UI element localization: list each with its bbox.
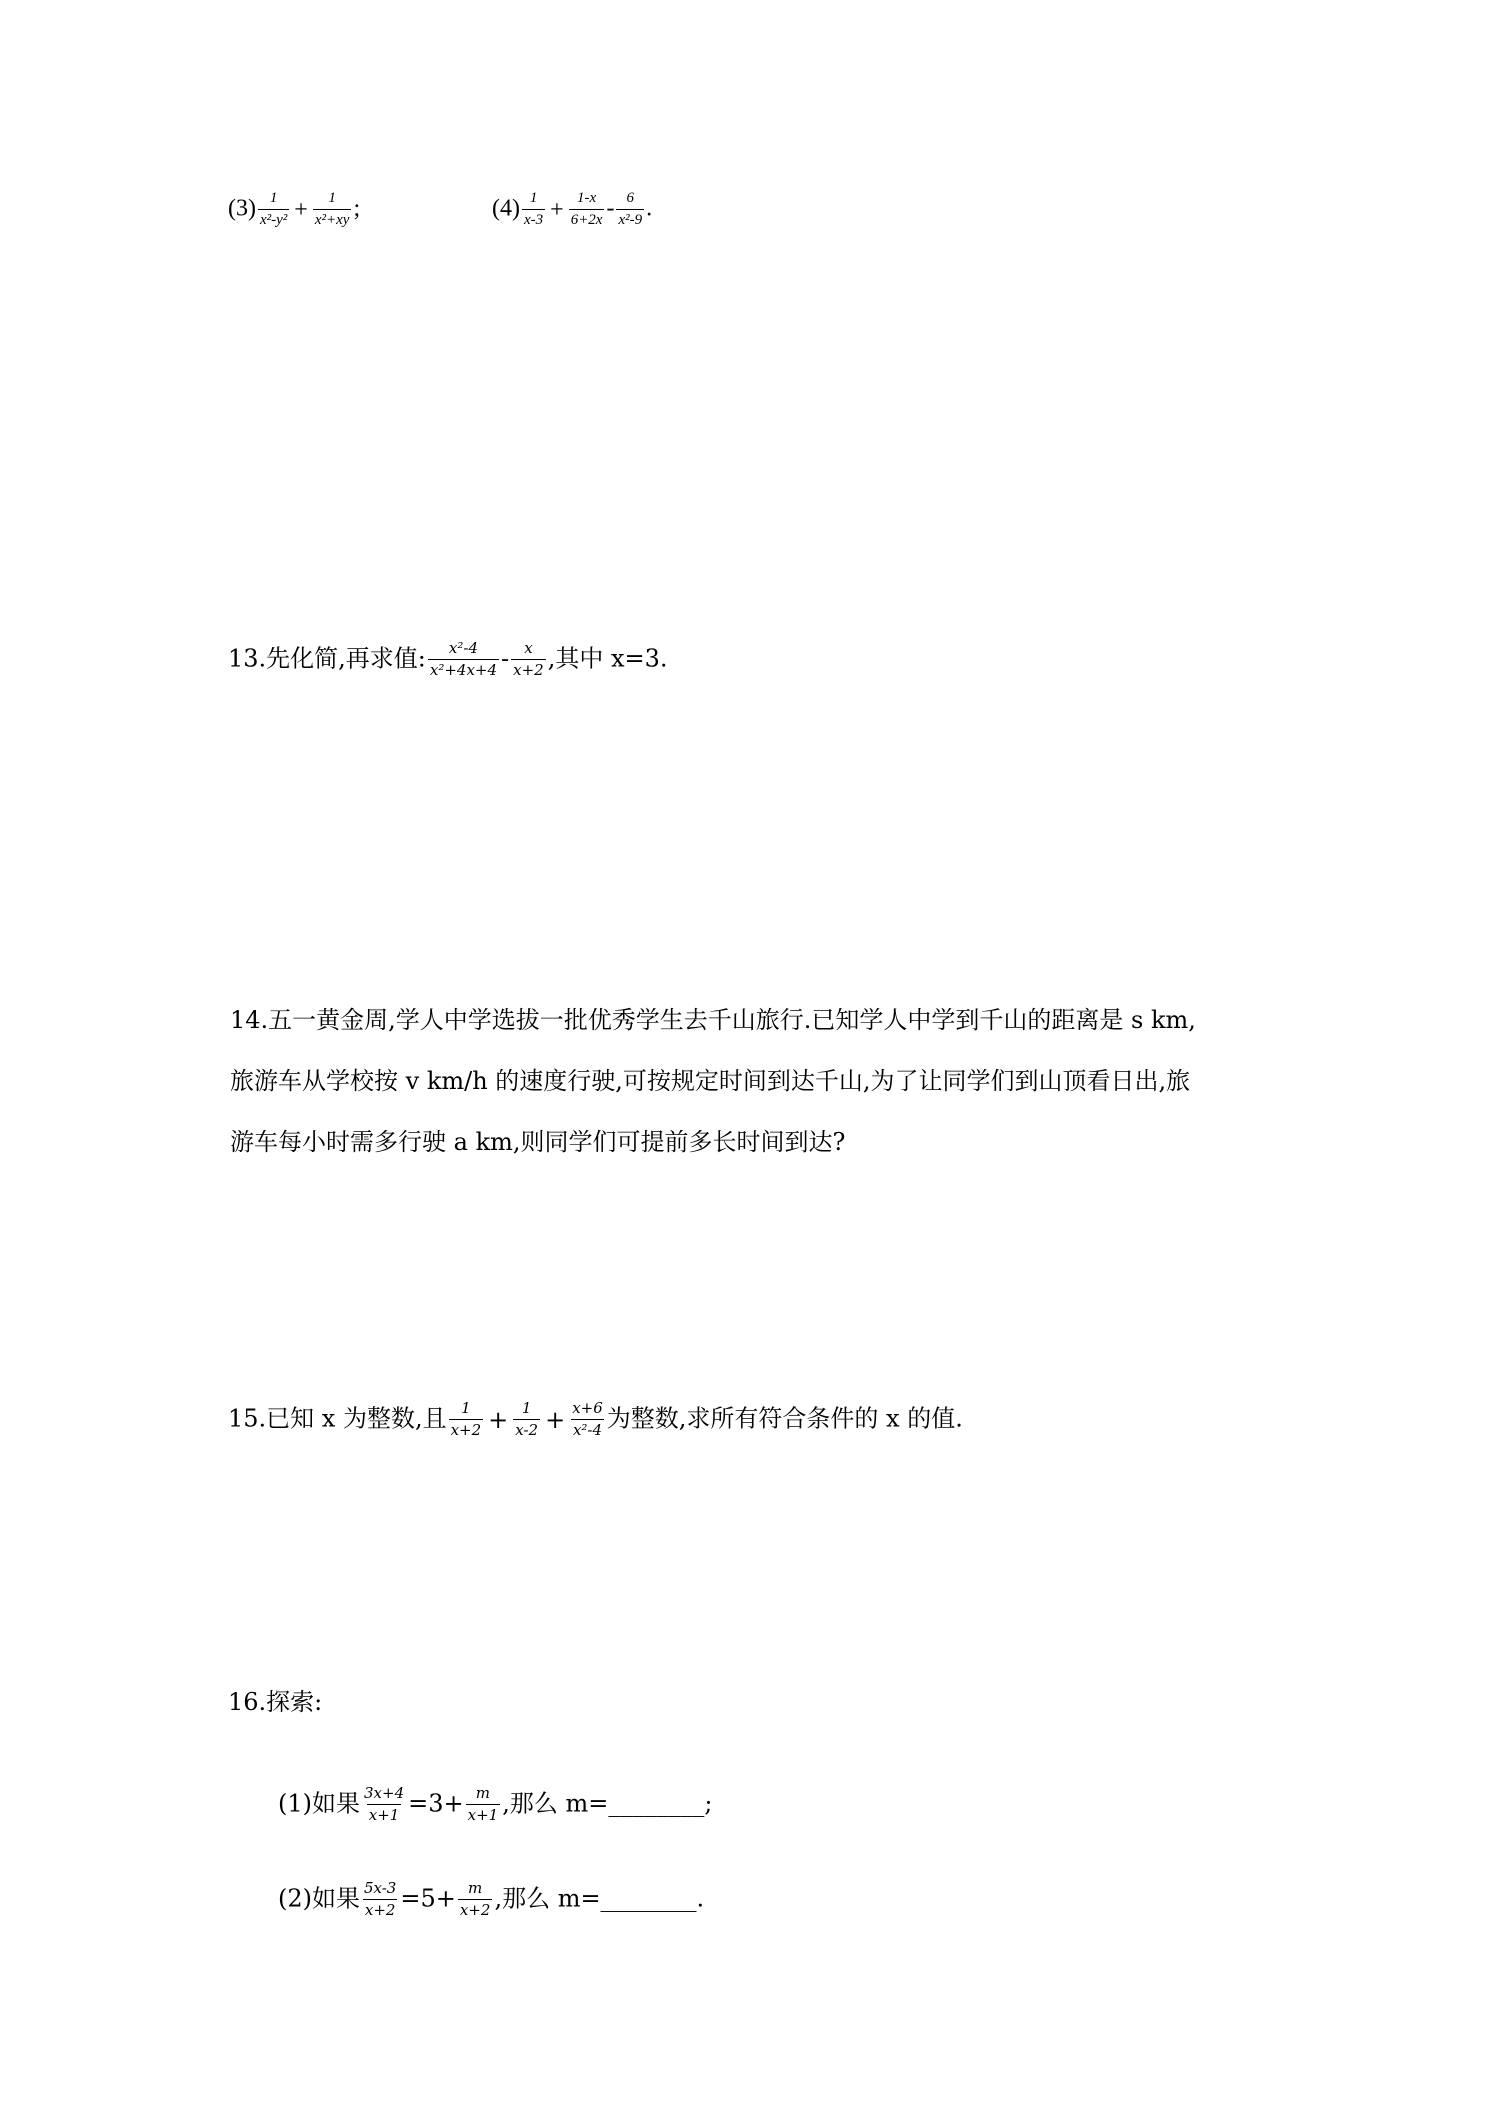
fraction: $\frac{6}{\text{x²-9}}$	[618, 190, 643, 229]
fraction: $\frac{3x+4}{x+1}$	[364, 1784, 405, 1825]
question-15: 15.已知 x 为整数,且 $\frac{1}{x+2}$ + $\frac{1}{x-2}$ + $\frac{x+6}{\text{x²-4}}$ 为整数,求所有符合条件的 x 的值.	[228, 1399, 963, 1440]
fraction: $\frac{x}{x+2}$	[513, 639, 544, 680]
q12-part4: (4) $\frac{1}{x-3}$ + $\frac{1-x}{6+2x}$ - $\frac{6}{\text{x²-9}}$ .	[492, 190, 653, 229]
question-16-part-1: (1)如果 $\frac{3x+4}{x+1}$ =3+ $\frac{m}{x+1}$ ,那么 m=________;	[278, 1784, 713, 1825]
q12-part3: (3) $\frac{1}{\text{x²-y²}}$ + $\frac{1}{\text{x²+xy}}$ ;	[228, 190, 361, 229]
fraction: $\frac{m}{x+1}$	[467, 1784, 499, 1825]
fraction: $\frac{5x-3}{x+2}$	[364, 1879, 397, 1920]
answer-blank: ,那么 m=________.	[494, 1884, 705, 1913]
fraction: $\frac{\text{x²-4}}{\text{x²+4x+4}}$	[429, 639, 498, 680]
question-13: 13.先化简,再求值: $\frac{\text{x²-4}}{\text{x²+4x+4}}$ - $\frac{x}{x+2}$ ,其中 x=3.	[228, 639, 668, 680]
fraction: $\frac{1-x}{6+2x}$	[570, 190, 603, 229]
question-14-line-1: 14.五一黄金周,学人中学选拔一批优秀学生去千山旅行.已知学人中学到千山的距离是 s km,	[230, 1006, 1196, 1034]
fraction: $\frac{1}{\text{x²-y²}}$	[259, 190, 288, 229]
question-14	[230, 990, 1290, 1174]
question-14-line-3: 游车每小时需多行驶 a km,则同学们可提前多长时间到达?	[230, 1128, 846, 1157]
question-16-part-2: (2)如果 $\frac{5x-3}{x+2}$ =5+ $\frac{m}{x+2}$ ,那么 m=________.	[278, 1879, 705, 1920]
fraction: $\frac{1}{x-2}$	[515, 1399, 539, 1440]
answer-blank: ,那么 m=________;	[502, 1789, 713, 1818]
fraction: $\frac{1}{x-3}$	[523, 190, 544, 229]
fraction: $\frac{x+6}{\text{x²-4}}$	[572, 1399, 603, 1440]
question-14-line-2: 旅游车从学校按 v km/h 的速度行驶,可按规定时间到达千山,为了让同学们到山顶看日出,旅	[230, 1067, 1191, 1096]
fraction: $\frac{m}{x+2}$	[459, 1879, 491, 1920]
fraction: $\frac{1}{\text{x²+xy}}$	[314, 190, 350, 229]
question-16-title: 16.探索:	[228, 1688, 323, 1716]
fraction: $\frac{1}{x+2}$	[450, 1399, 482, 1440]
